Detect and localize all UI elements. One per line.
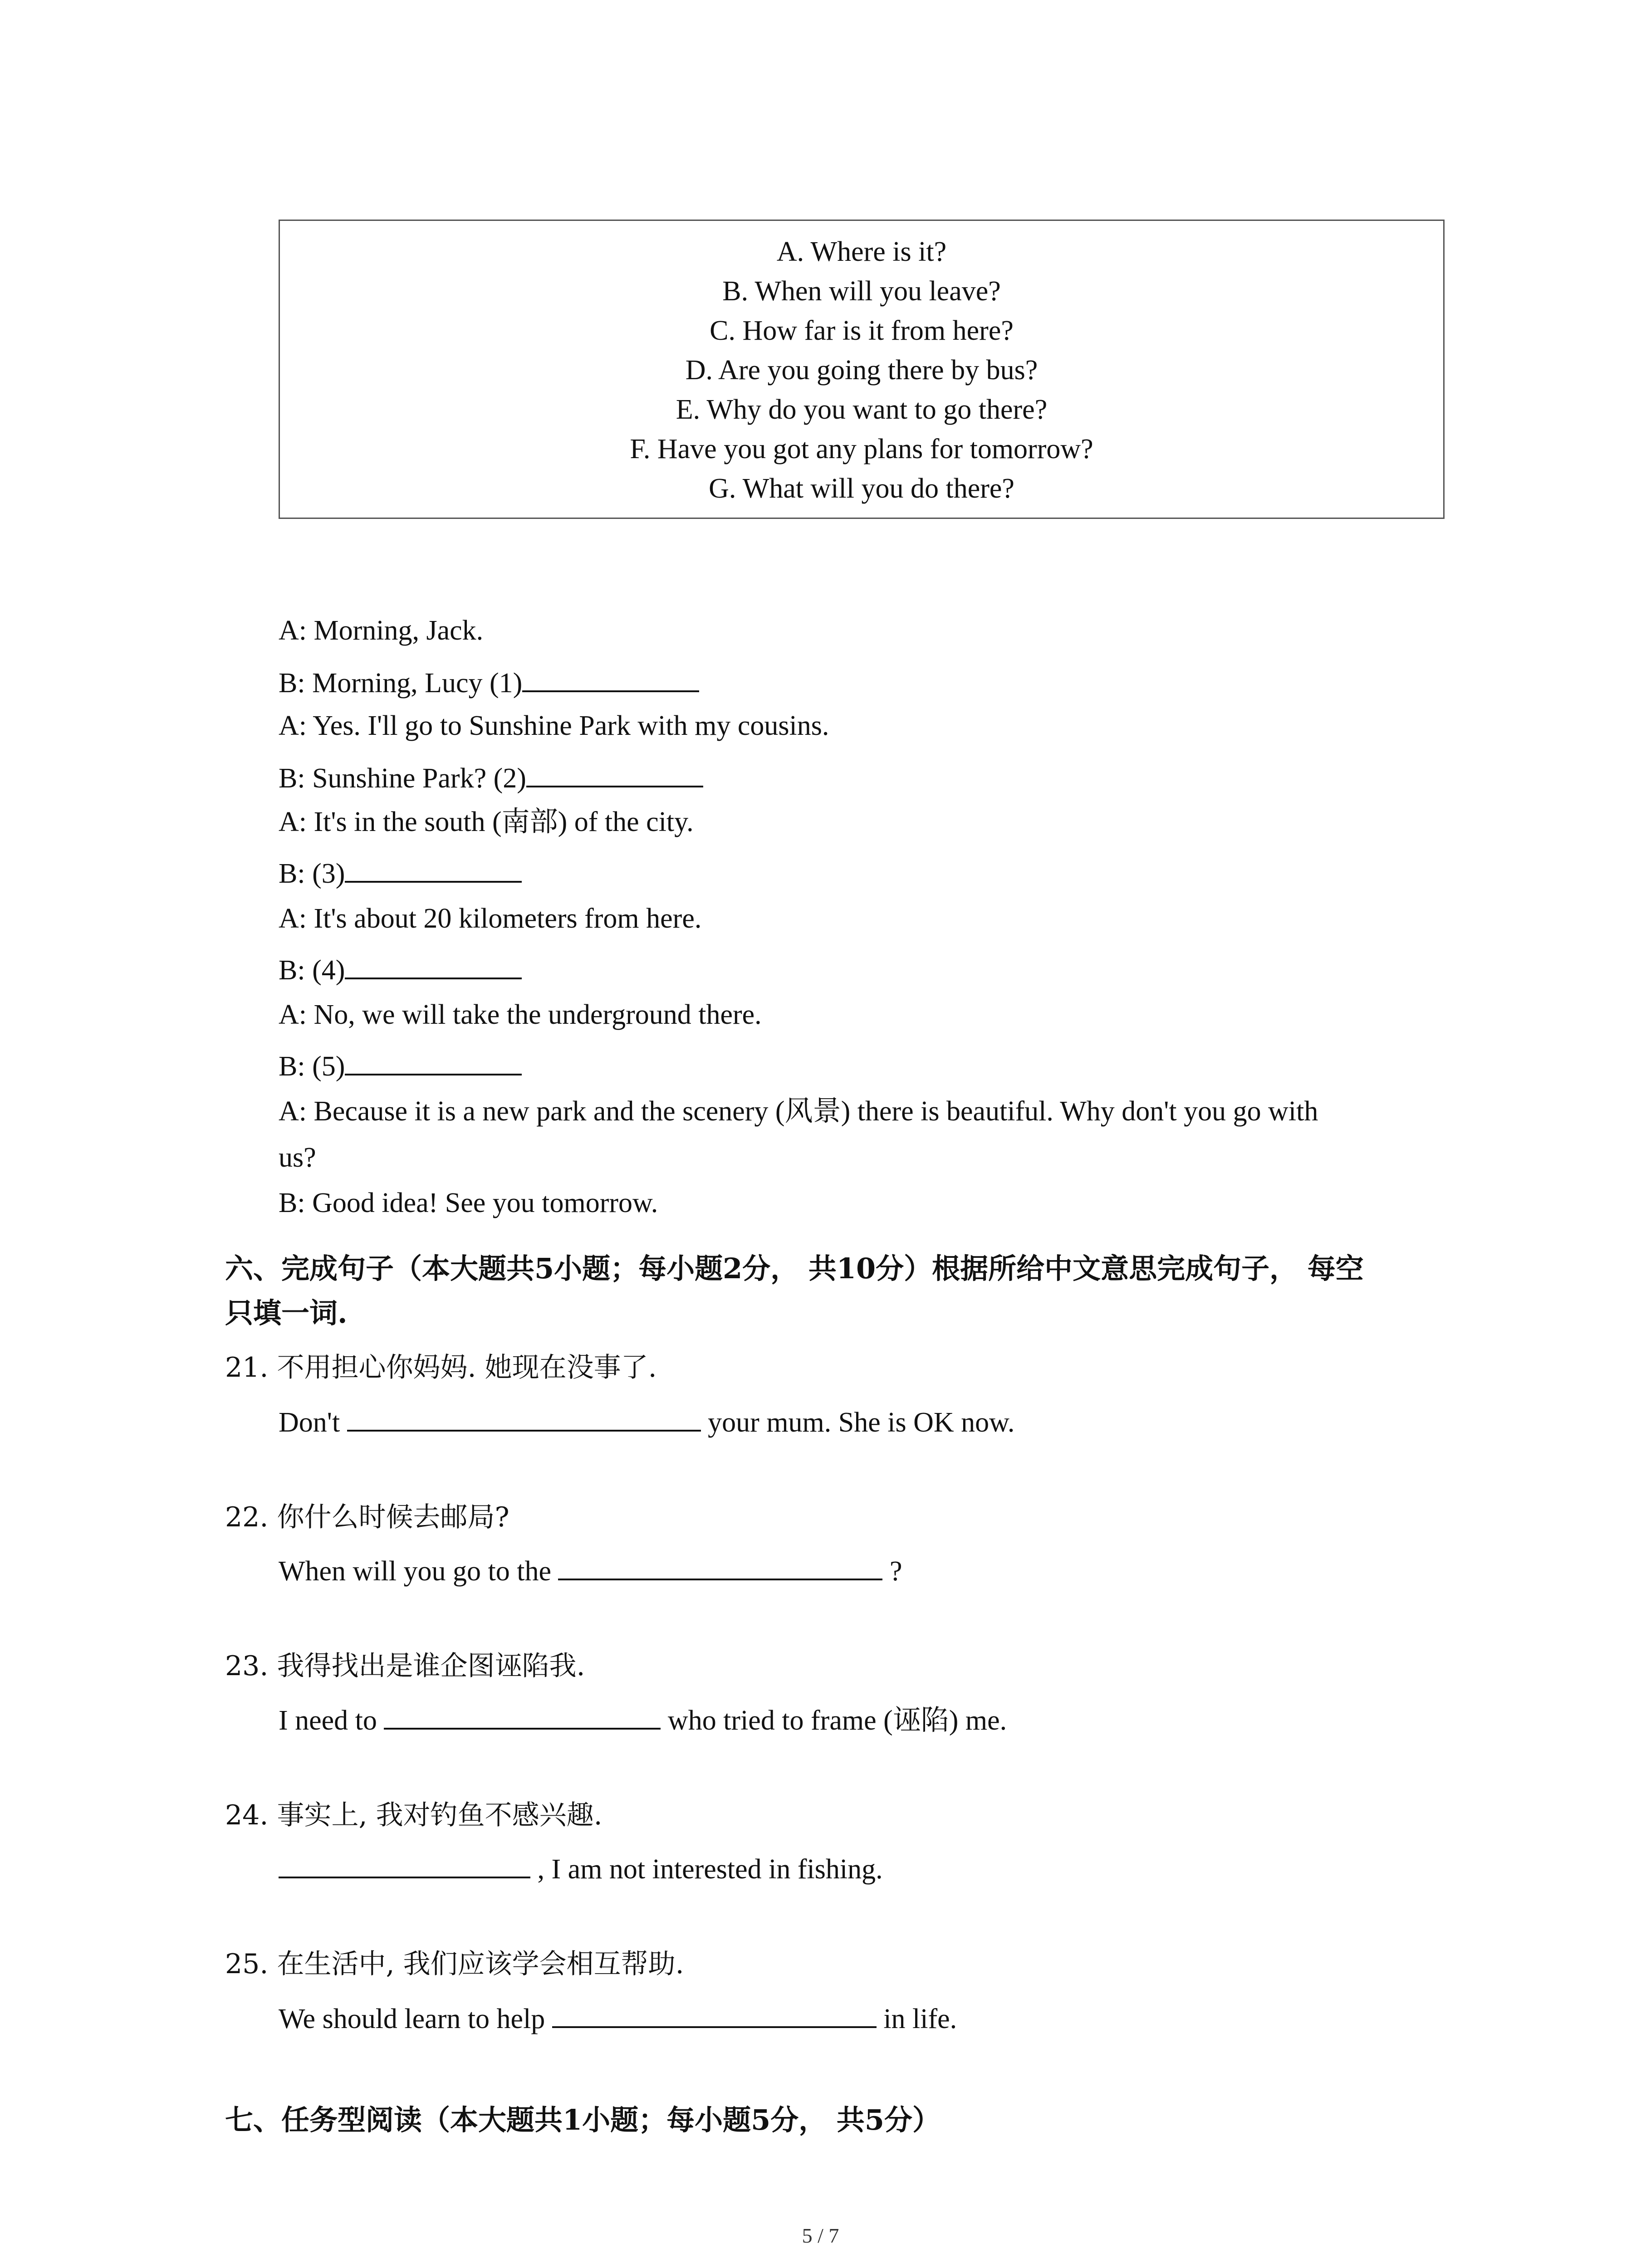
dialogue-line: A: Because it is a new park and the scenery (风景) there is beautiful. Why don't you go with [279, 1096, 1318, 1127]
dialogue-line: A: Morning, Jack. [279, 615, 484, 646]
options-box [279, 220, 1445, 519]
question-23-prompt: 23. 我得找出是谁企图诬陷我. [225, 1650, 585, 1682]
option-e: E. Why do you want to go there? [676, 394, 1048, 425]
question-22-blank[interactable] [558, 1550, 882, 1580]
dialogue-line: A: It's in the south (南部) of the city. [279, 807, 694, 837]
question-24-sentence [279, 1848, 883, 1887]
question-23-text-before: I need to [279, 1705, 377, 1736]
section-6-heading [225, 1246, 1450, 1335]
question-25-text-after: in life. [883, 2004, 957, 2034]
answer-blank-2[interactable] [526, 758, 703, 787]
option-c: C. How far is it from here? [710, 315, 1014, 346]
dialogue-line: B: Good idea! See you tomorrow. [279, 1188, 658, 1218]
answer-blank-3[interactable] [345, 853, 522, 883]
dialogue-line [279, 758, 703, 797]
question-23-blank[interactable] [384, 1700, 661, 1730]
option-a: A. Where is it? [776, 236, 947, 267]
option-d: D. Are you going there by bus? [685, 355, 1038, 386]
dialogue-line [279, 949, 522, 988]
question-21-blank[interactable] [347, 1402, 701, 1432]
question-22-prompt: 22. 你什么时候去邮局? [225, 1501, 509, 1533]
dialogue-text: B: (3) [279, 858, 345, 889]
question-21-sentence [279, 1402, 1014, 1441]
dialogue-line: us? [279, 1142, 316, 1173]
dialogue-line [279, 662, 699, 701]
dialogue-line: A: No, we will take the underground there. [279, 999, 762, 1030]
dialogue-line [279, 1046, 522, 1085]
question-24-prompt: 24. 事实上, 我对钓鱼不感兴趣. [225, 1799, 603, 1831]
dialogue-line [279, 853, 522, 892]
option-b: B. When will you leave? [722, 276, 1001, 307]
question-23-text-after: who tried to frame (诬陷) me. [667, 1705, 1007, 1736]
question-21-text-before: Don't [279, 1407, 340, 1438]
section-6-heading-line-1: 六、完成句子（本大题共5小题；每小题2分， 共10分）根据所给中文意思完成句子， 每空 [225, 1252, 1364, 1285]
question-24-blank[interactable] [279, 1848, 530, 1878]
dialogue-line: A: Yes. I'll go to Sunshine Park with my cousins. [279, 710, 829, 741]
dialogue-text: B: (5) [279, 1051, 345, 1082]
dialogue-text: B: Morning, Lucy (1) [279, 668, 523, 699]
question-22-sentence [279, 1550, 902, 1589]
question-23-sentence [279, 1700, 1007, 1739]
question-25-prompt: 25. 在生活中, 我们应该学会相互帮助. [225, 1948, 684, 1980]
question-22-text-after: ? [889, 1556, 902, 1587]
dialogue-line: A: It's about 20 kilometers from here. [279, 903, 702, 934]
question-21-text-after: your mum. She is OK now. [708, 1407, 1015, 1438]
option-g: G. What will you do there? [709, 473, 1014, 504]
dialogue-text: B: Sunshine Park? (2) [279, 763, 526, 794]
question-22-text-before: When will you go to the [279, 1556, 551, 1587]
question-24-text-after: , I am not interested in fishing. [537, 1854, 883, 1885]
answer-blank-1[interactable] [522, 662, 699, 692]
question-25-sentence [279, 1998, 957, 2037]
question-21-prompt: 21. 不用担心你妈妈. 她现在没事了. [225, 1352, 657, 1383]
dialogue-text: B: (4) [279, 955, 345, 986]
section-7-heading: 七、任务型阅读（本大题共1小题；每小题5分， 共5分） [225, 2103, 941, 2136]
question-25-text-before: We should learn to help [279, 2004, 545, 2034]
answer-blank-4[interactable] [345, 949, 522, 979]
section-6-heading-line-2: 只填一词. [225, 1296, 348, 1330]
page-number: 5 / 7 [802, 2224, 839, 2247]
question-25-blank[interactable] [552, 1998, 877, 2028]
option-f: F. Have you got any plans for tomorrow? [630, 434, 1093, 464]
answer-blank-5[interactable] [345, 1046, 522, 1075]
